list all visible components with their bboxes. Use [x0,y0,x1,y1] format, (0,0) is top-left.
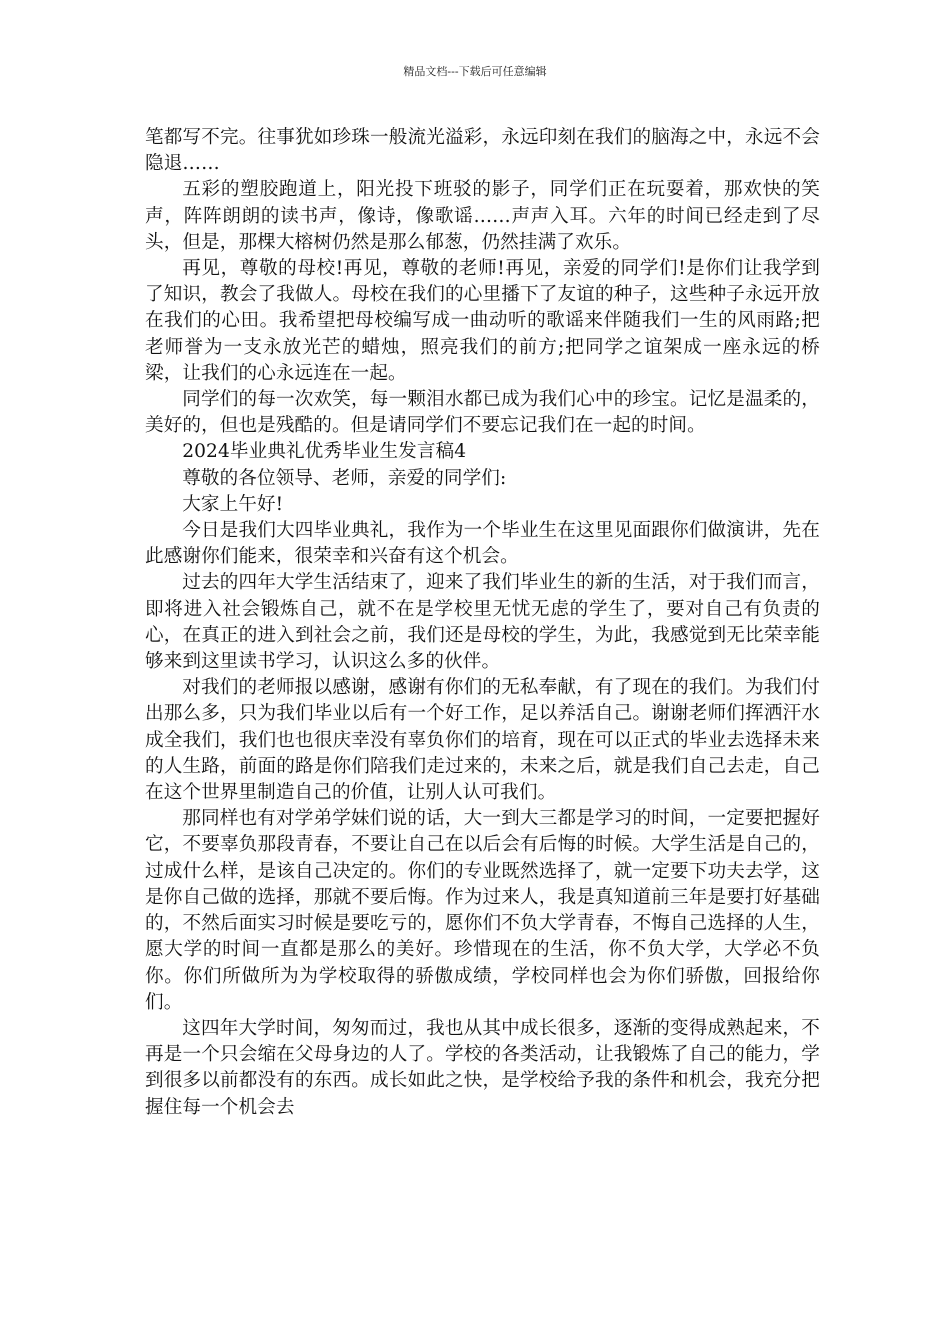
paragraph: 笔都写不完。往事犹如珍珠一般流光溢彩，永远印刻在我们的脑海之中，永远不会隐退…… [145,127,820,175]
paragraph: 对我们的老师报以感谢，感谢有你们的无私奉献，有了现在的我们。为我们付出那么多，只为我们毕业以后有一个好工作，足以养活自己。谢谢老师们挥洒汗水成全我们，我们也也很庆幸没有辜负你们的培育，现在可以正式的毕业去选择未来的人生路，前面的路是你们陪我们走过来的，未来之后，就是我们自己去走，自己在这个世界里制造自己的价值，让别人认可我们。 [145,677,820,804]
section-title: 2024毕业典礼优秀毕业生发言稿4 [182,441,467,463]
paragraph: 这四年大学时间，匆匆而过，我也从其中成长很多，逐渐的变得成熟起来，不再是一个只会缩在父母身边的人了。学校的各类活动，让我锻炼了自己的能力，学到很多以前都没有的东西。成长如此之快，是学校给予我的条件和机会，我充分把握住每一个机会去 [145,1017,820,1118]
page-header: 精品文档---下载后可任意编辑 [403,65,547,78]
document-body [145,125,820,1121]
paragraph: 今日是我们大四毕业典礼，我作为一个毕业生在这里见面跟你们做演讲，先在此感谢你们能来，很荣幸和兴奋有这个机会。 [145,520,820,568]
paragraph: 五彩的塑胶跑道上，阳光投下班驳的影子，同学们正在玩耍着，那欢快的笑声，阵阵朗朗的读书声，像诗，像歌谣……声声入耳。六年的时间已经走到了尽头，但是，那棵大榕树仍然是那么郁葱，仍然挂满了欢乐。 [145,179,820,253]
greeting: 大家上午好! [182,493,284,515]
salutation: 尊敬的各位领导、老师，亲爱的同学们: [182,467,507,489]
paragraph: 那同样也有对学弟学妹们说的话，大一到大三都是学习的时间，一定要把握好它，不要辜负那段青春，不要让自己在以后会有后悔的时候。大学生活是自己的，过成什么样，是该自己决定的。你们的专业既然选择了，就一定要下功夫去学，这是你自己做的选择，那就不要后悔。作为过来人，我是真知道前三年是要打好基础的，不然后面实习时候是要吃亏的，愿你们不负大学青春，不悔自己选择的人生，愿大学的时间一直都是那么的美好。珍惜现在的生活，你不负大学，大学必不负你。你们所做所为为学校取得的骄傲成绩，学校同样也会为你们骄傲，回报给你们。 [145,808,820,1013]
paragraph: 再见，尊敬的母校!再见，尊敬的老师!再见，亲爱的同学们!是你们让我学到了知识，教会了我做人。母校在我们的心里播下了友谊的种子，这些种子永远开放在我们的心田。我希望把母校编写成一曲动听的歌谣来伴随我们一生的风雨路;把老师誉为一支永放光芒的蜡烛，照亮我们的前方;把同学之谊架成一座永远的桥梁，让我们的心永远连在一起。 [145,258,820,384]
paragraph: 同学们的每一次欢笑，每一颗泪水都已成为我们心中的珍宝。记忆是温柔的，美好的，但也是残酷的。但是请同学们不要忘记我们在一起的时间。 [145,389,820,437]
paragraph: 过去的四年大学生活结束了，迎来了我们毕业生的新的生活，对于我们而言，即将进入社会锻炼自己，就不在是学校里无忧无虑的学生了，要对自己有负责的心，在真正的进入到社会之前，我们还是母校的学生，为此，我感觉到无比荣幸能够来到这里读书学习，认识这么多的伙伴。 [145,572,820,673]
